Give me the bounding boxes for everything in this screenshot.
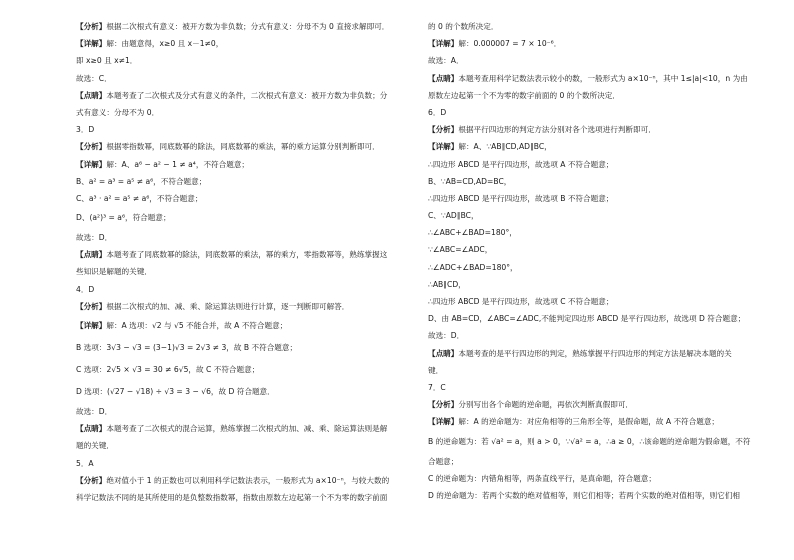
line-text: 原数左边起第一个不为零的数字前面的 0 的个数所决定．: [428, 90, 620, 100]
text-line: [428, 431, 773, 453]
line-text: B 选项：3√3 − √3 = (3−1)√3 = 2√3 ≠ 3，故 B 不符合题意；: [76, 343, 298, 352]
text-line: [428, 487, 773, 504]
text-line: [428, 293, 773, 310]
line-text: C、∵AD∥BC，: [428, 211, 479, 221]
text-line: [428, 259, 773, 276]
section-tag: 【点睛】: [76, 250, 107, 260]
text-line: [76, 281, 416, 298]
text-line: [428, 190, 773, 207]
section-tag: 【详解】: [76, 39, 107, 49]
text-line: [76, 263, 416, 280]
line-text: 4．D: [76, 284, 95, 294]
line-text: 分别写出各个命题的逆命题，再依次判断真假即可．: [458, 400, 634, 410]
line-text: 解：由题意得，x≥0 且 x－1≠0，: [106, 39, 224, 49]
line-text: 本题考查了二次根式及分式有意义的条件，二次根式有意义：被开方数为非负数；分: [106, 90, 388, 100]
line-text: D、由 AB=CD，∠ABC=∠ADC,不能判定四边形 ABCD 是平行四边形，故选项 D 符合题意；: [428, 314, 746, 324]
text-line: [76, 173, 416, 190]
text-line: [76, 229, 416, 246]
line-text: 科学记数法不同的是其所使用的是负整数指数幂，指数由原数左边起第一个不为零的数字前面: [76, 492, 388, 502]
section-tag: 【点睛】: [428, 73, 459, 83]
text-line: [428, 396, 773, 413]
line-text: C 的逆命题为：内错角相等，两条直线平行，是真命题，符合题意；: [428, 473, 656, 483]
line-text: D 的逆命题为：若两个实数的绝对值相等，则它们相等；若两个实数的绝对值相等，则它们相: [428, 490, 741, 500]
line-text: ∴AB∥CD，: [428, 279, 466, 289]
line-text: 即 x≥0 且 x≠1．: [76, 56, 138, 66]
section-tag: 【详解】: [76, 321, 107, 330]
line-text: 故选：D．: [428, 331, 465, 341]
line-text: ∵∠ABC=∠ADC，: [428, 245, 493, 255]
line-text: 5．A: [76, 458, 94, 468]
section-tag: 【点睛】: [428, 348, 459, 358]
section-tag: 【详解】: [428, 39, 459, 49]
line-text: B 的逆命题为：若 √a² = a，则 a > 0，∵√a² = a，∴a ≥ 0，∴该命题的逆命题为假命题，不符: [428, 436, 751, 446]
line-text: 键．: [428, 365, 444, 375]
line-text: 解：A 选项：√2 与 √5 不能合并，故 A 不符合题意；: [106, 321, 288, 330]
line-text: 合题意；: [428, 456, 459, 466]
line-text: 7．C: [428, 382, 446, 392]
text-line: [428, 104, 773, 121]
text-line: [76, 472, 416, 489]
text-line: [428, 138, 773, 155]
line-text: 本题考查了同底数幂的除法，同底数幂的乘法，幂的乘方，零指数幂等，熟练掌握这: [106, 250, 388, 260]
line-text: ∴四边形 ABCD 是平行四边形，故选项 A 不符合题意；: [428, 159, 614, 169]
section-tag: 【详解】: [428, 417, 459, 427]
text-line: [428, 241, 773, 258]
text-line: [428, 470, 773, 487]
line-text: 根据平行四边形的判定方法分别对各个选项进行判断即可．: [458, 125, 656, 135]
text-line: [76, 70, 416, 87]
line-text: B、∵AB=CD,AD=BC，: [428, 176, 512, 186]
text-line: [428, 18, 773, 35]
text-line: [428, 345, 773, 362]
line-text: ∴∠ABC+∠BAD=180°，: [428, 228, 517, 238]
text-line: [428, 362, 773, 379]
text-line: [428, 207, 773, 224]
line-text: 本题考查的是平行四边形的判定，熟练掌握平行四边形的判定方法是解决本题的关: [458, 348, 732, 358]
text-line: [428, 87, 773, 104]
line-text: 解：A 的逆命题为：对应角相等的三角形全等，是假命题，故 A 不符合题意；: [458, 417, 720, 427]
section-tag: 【分析】: [76, 22, 107, 31]
section-tag: 【分析】: [76, 475, 107, 485]
text-line: [76, 87, 416, 104]
section-tag: 【分析】: [76, 142, 107, 152]
line-text: 些知识是解题的关键．: [76, 267, 152, 277]
text-line: [76, 246, 416, 263]
text-line: [428, 156, 773, 173]
text-line: [76, 156, 416, 173]
text-line: [76, 190, 416, 207]
line-text: 3．D: [76, 125, 95, 135]
text-line: [428, 276, 773, 293]
line-text: D、(a²)³ = a⁶，符合题意；: [76, 213, 171, 223]
line-text: 题的关键．: [76, 441, 114, 451]
left-column: [76, 18, 416, 506]
text-line: [76, 121, 416, 138]
line-text: 根据二次根式的加、减、乘、除运算法则进行计算，逐一判断即可解答．: [106, 301, 350, 311]
text-line: [428, 379, 773, 396]
text-line: [428, 453, 773, 470]
right-column: [428, 18, 773, 504]
line-text: 根据零指数幂，同底数幂的除法，同底数幂的乘法，幂的乘方运算分别判断即可．: [106, 142, 380, 152]
line-text: 6．D: [428, 107, 447, 117]
text-line: [76, 420, 416, 437]
line-text: 解：A、∵AB∥CD,AD∥BC，: [458, 142, 552, 152]
text-line: [428, 121, 773, 138]
text-line: [76, 403, 416, 420]
section-tag: 【分析】: [428, 125, 459, 135]
line-text: 根据二次根式有意义：被开方数为非负数；分式有意义：分母不为 0 直接求解即可．: [106, 22, 390, 31]
line-text: C 选项：2√5 × √3 = 30 ≠ 6√5，故 C 不符合题意；: [76, 365, 260, 374]
section-tag: 【点睛】: [76, 90, 107, 100]
line-text: 故选：C．: [76, 73, 112, 83]
text-line: [76, 18, 416, 35]
text-line: [428, 70, 773, 87]
text-line: [76, 52, 416, 69]
line-text: 故选：D．: [76, 407, 113, 416]
text-line: [76, 437, 416, 454]
text-line: [76, 455, 416, 472]
line-text: 本题考查了二次根式的混合运算，熟练掌握二次根式的加、减、乘、除运算法则是解: [106, 424, 388, 434]
text-line: [76, 489, 416, 506]
section-tag: 【分析】: [428, 400, 459, 410]
line-text: ∴四边形 ABCD 是平行四边形，故选项 C 不符合题意；: [428, 297, 614, 306]
line-text: 故选：A．: [428, 56, 464, 66]
text-line: [428, 52, 773, 69]
text-line: [76, 298, 416, 315]
text-line: [428, 310, 773, 327]
section-tag: 【分析】: [76, 301, 107, 311]
line-text: B、a² = a³ = a⁵ ≠ a⁶，不符合题意；: [76, 176, 207, 186]
text-line: [76, 337, 416, 359]
text-line: [76, 207, 416, 229]
line-text: 本题考查用科学记数法表示较小的数，一般形式为 a×10⁻ⁿ，其中 1≤|a|<10，n 为由: [458, 73, 748, 83]
text-line: [428, 413, 773, 430]
text-line: [76, 35, 416, 52]
text-line: [76, 104, 416, 121]
line-text: C、a³ · a² = a⁵ ≠ a⁶，不符合题意；: [76, 193, 203, 203]
text-line: [428, 35, 773, 52]
line-text: ∴四边形 ABCD 是平行四边形，故选项 B 不符合题意；: [428, 193, 614, 203]
text-line: [76, 359, 416, 381]
text-line: [76, 381, 416, 403]
line-text: 故选：D．: [76, 233, 113, 243]
line-text: 解：0.000007 = 7 × 10⁻⁶．: [458, 39, 562, 49]
line-text: 解：A、a⁶ − a² − 1 ≠ a⁴，不符合题意；: [106, 159, 250, 169]
text-line: [428, 224, 773, 241]
section-tag: 【详解】: [76, 159, 107, 169]
text-line: [428, 327, 773, 344]
text-line: [428, 173, 773, 190]
text-line: [76, 138, 416, 155]
section-tag: 【点睛】: [76, 424, 107, 434]
line-text: D 选项：(√27 − √18) ÷ √3 = 3 − √6，故 D 符合题意．: [76, 387, 275, 396]
section-tag: 【详解】: [428, 142, 459, 152]
line-text: 的 0 的个数所决定．: [428, 22, 499, 31]
line-text: 绝对值小于 1 的正数也可以利用科学记数法表示，一般形式为 a×10⁻ⁿ，与较大数的: [106, 475, 390, 485]
line-text: ∴∠ADC+∠BAD=180°，: [428, 262, 518, 272]
line-text: 式有意义：分母不为 0．: [76, 107, 160, 117]
text-line: [76, 315, 416, 337]
